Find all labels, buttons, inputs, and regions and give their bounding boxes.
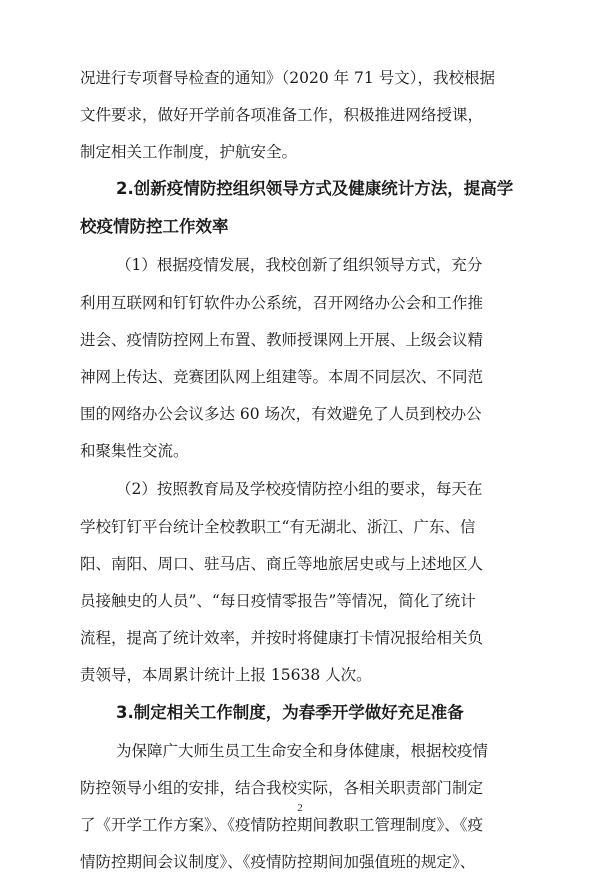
section-heading: 3.制定相关工作制度，为春季开学做好充足准备 — [116, 703, 464, 722]
text-line: 况进行专项督导检查的通知》（2020 年 71 号文），我校根据 — [80, 69, 495, 87]
page-number: 2 — [297, 802, 303, 814]
text-line: 阳、南阳、周口、驻马店、商丘等地旅居史或与上述地区人 — [80, 555, 484, 573]
text-line: （2）按照教育局及学校疫情防控小组的要求，每天在 — [116, 480, 483, 498]
text-line: 神网上传达、竞赛团队网上组建等。本周不同层次、不同范 — [80, 368, 484, 386]
text-line: （1）根据疫情发展，我校创新了组织领导方式，充分 — [116, 256, 483, 274]
text-line: 责领导，本周累计统计上报 15638 人次。 — [80, 666, 372, 684]
text-line: 防控领导小组的安排，结合我校实际，各相关职责部门制定 — [80, 779, 484, 797]
text-line: 流程，提高了统计效率，并按时将健康打卡情况报给相关负 — [80, 629, 484, 647]
text-line: 学校钉钉平台统计全校教职工“有无湖北、浙江、广东、信 — [80, 518, 476, 536]
text-line: 了《开学工作方案》、《疫情防控期间教职工管理制度》、《疫 — [80, 816, 484, 834]
section-heading: 2.创新疫情防控组织领导方式及健康统计方法，提高学 — [116, 179, 514, 198]
text-line: 文件要求，做好开学前各项准备工作，积极推进网络授课， — [80, 106, 484, 124]
text-line: 为保障广大师生员工生命安全和身体健康，根据校疫情 — [116, 742, 489, 760]
text-line: 利用互联网和钉钉软件办公系统，召开网络办公会和工作推 — [80, 294, 484, 312]
text-line: 进会、疫情防控网上布置、教师授课网上开展、上级会议精 — [80, 331, 484, 349]
text-line: 围的网络办公会议多达 60 场次，有效避免了人员到校办公 — [80, 405, 482, 423]
text-line: 员接触史的人员”、“每日疫情零报告”等情况，简化了统计 — [80, 592, 476, 610]
text-line: 情防控期间会议制度》、《疫情防控期间加强值班的规定》、 — [80, 853, 476, 871]
text-line: 制定相关工作制度，护航安全。 — [80, 143, 298, 161]
text-line: 和聚集性交流。 — [80, 442, 189, 460]
section-heading: 校疫情防控工作效率 — [80, 217, 229, 236]
